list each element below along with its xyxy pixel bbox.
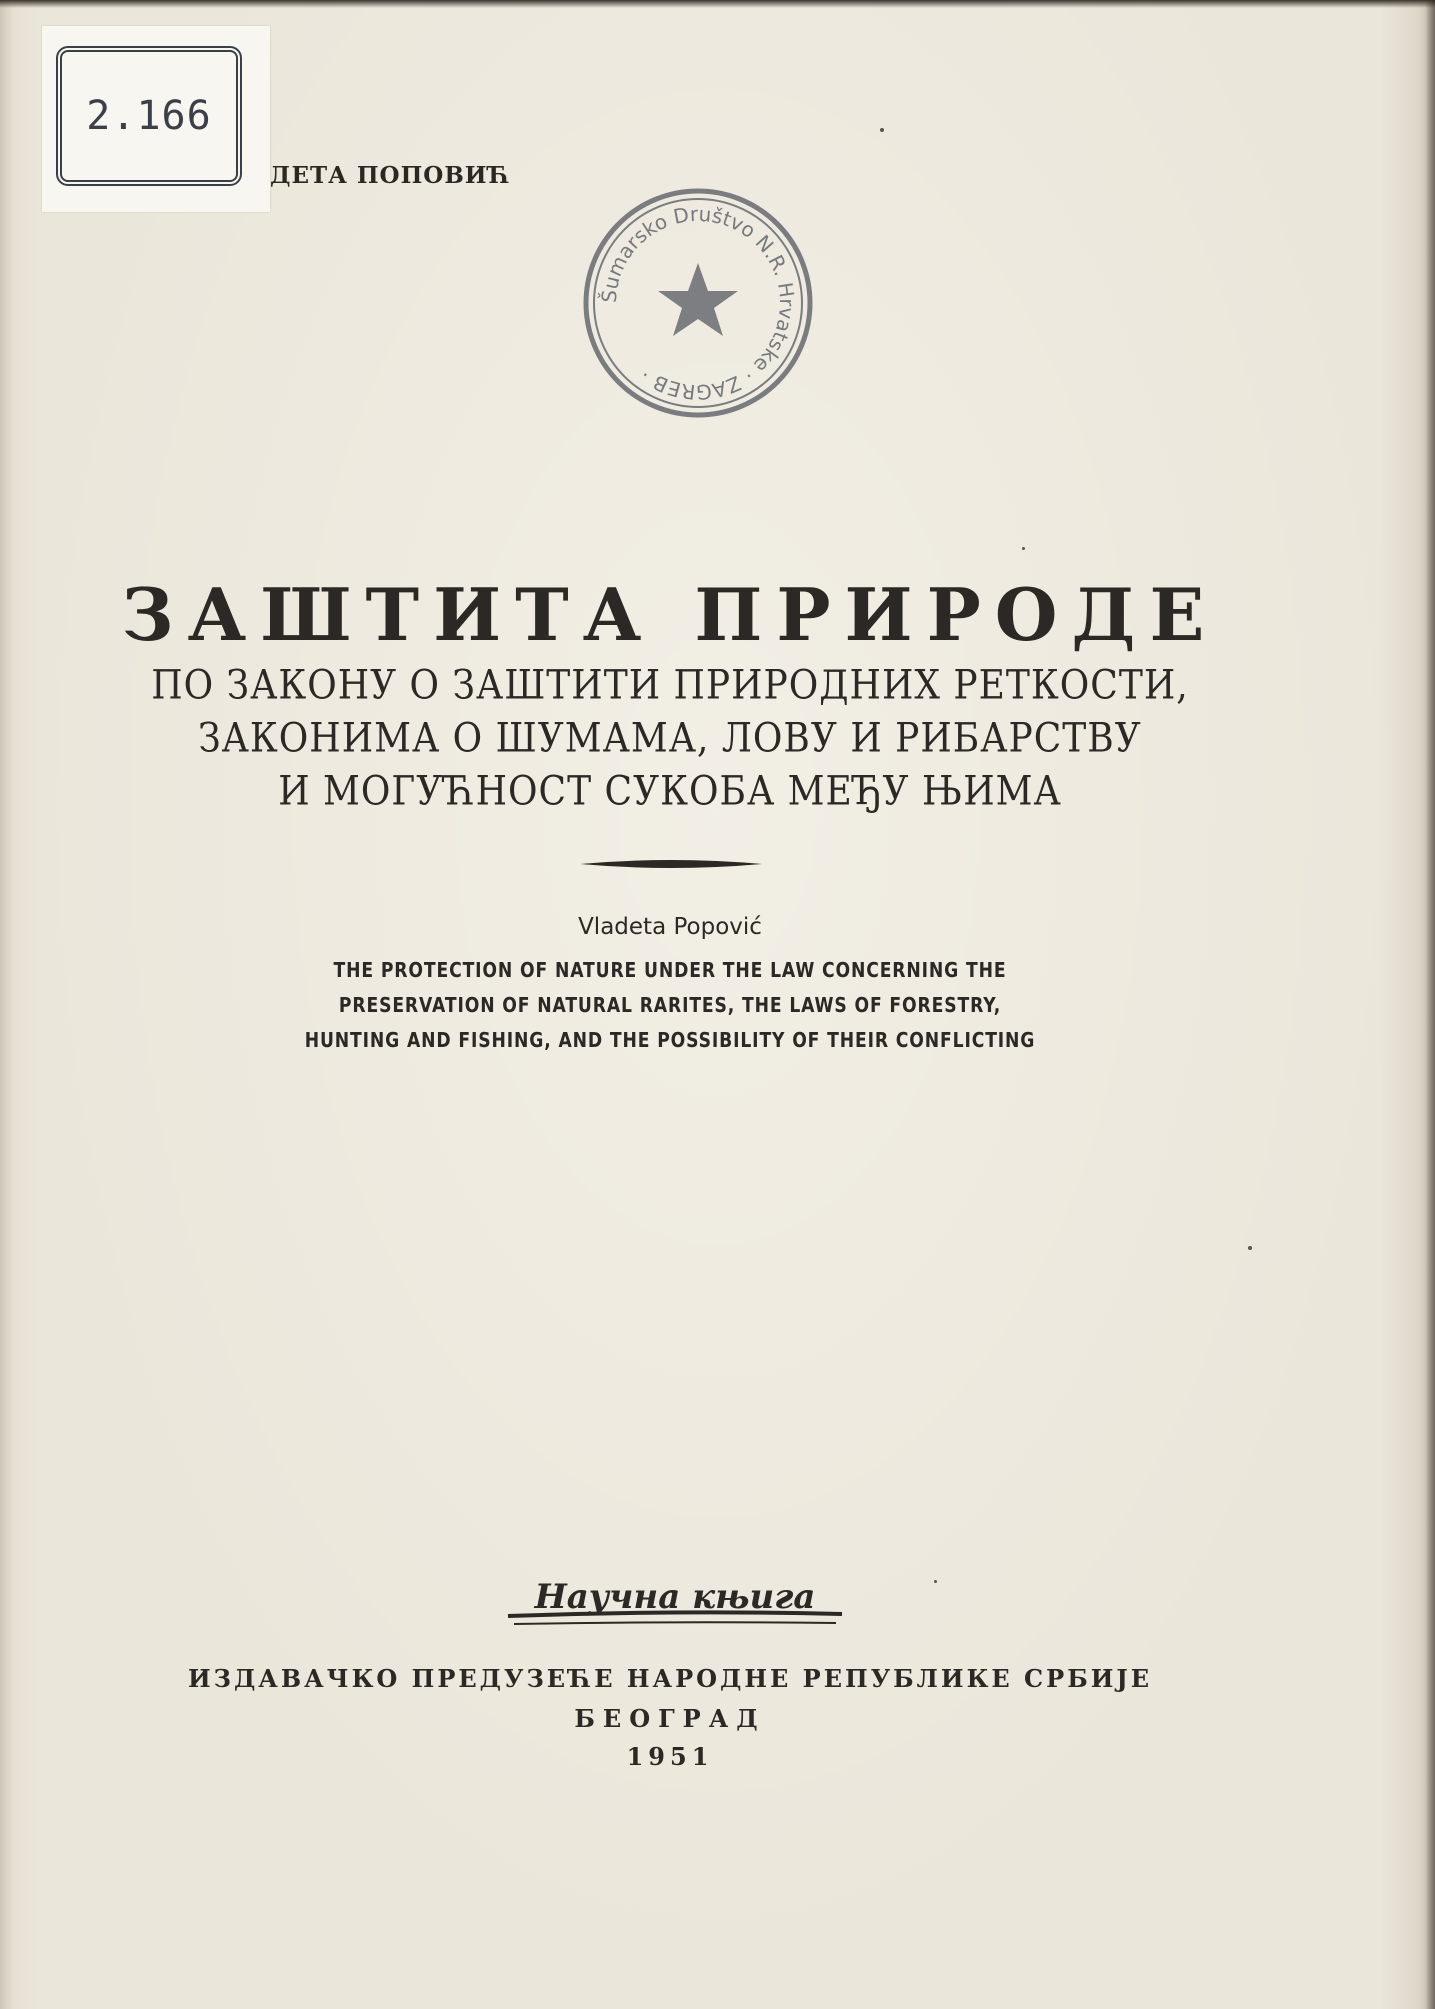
society-stamp [580, 185, 816, 421]
subtitle-line-2: ЗАКОНИМА О ШУМАМА, ЛОВУ И РИБАРСТВУ [198, 715, 1142, 762]
english-title-line-3: HUNTING AND FISHING, AND THE POSSIBILITY OF THEIR CONFLICTING [304, 1028, 1036, 1052]
library-label [42, 26, 270, 212]
stamp-ring-text: Šumarsko Društvo N.R. Hrvatske · ZAGREB · [596, 201, 800, 405]
library-call-number: 2.166 [86, 93, 212, 139]
author-name-cyrillic: ДЕТА ПОПОВИЋ [270, 162, 511, 189]
subtitle-line-3: И МОГУЋНОСТ СУКОБА МЕЂУ ЊИМА [278, 768, 1062, 815]
english-title-line-2: PRESERVATION OF NATURAL RARITES, THE LAWS OF FORESTRY, [338, 993, 1002, 1017]
cover-right-edge [1425, 0, 1435, 2009]
paper-speck [880, 128, 884, 132]
publisher-imprint-logo [500, 1566, 850, 1636]
paper-speck [934, 1580, 937, 1583]
english-title-line-1: THE PROTECTION OF NATURE UNDER THE LAW CONCERNING THE [333, 958, 1007, 982]
ornamental-divider [580, 857, 762, 871]
cover-top-edge [0, 0, 1435, 8]
subtitle-line-1: ПО ЗАКОНУ О ЗАШТИТИ ПРИРОДНИХ РЕТКОСТИ, [151, 662, 1189, 709]
paper-speck [1248, 1246, 1252, 1250]
author-name-latin: Vladeta Popović [578, 914, 762, 940]
publisher-name: ИЗДАВАЧКО ПРЕДУЗЕЋЕ НАРОДНЕ РЕПУБЛИКЕ СРБИЈЕ [187, 1664, 1153, 1693]
star-icon [658, 263, 738, 336]
library-label-frame [56, 46, 242, 186]
publication-city: БЕОГРАД [574, 1704, 766, 1733]
publication-year: 1951 [626, 1742, 714, 1771]
book-title: ЗАШТИТА ПРИРОДЕ [121, 572, 1219, 657]
paper-speck [1022, 547, 1025, 550]
svg-text:Научна књига: Научна књига [534, 1577, 816, 1617]
